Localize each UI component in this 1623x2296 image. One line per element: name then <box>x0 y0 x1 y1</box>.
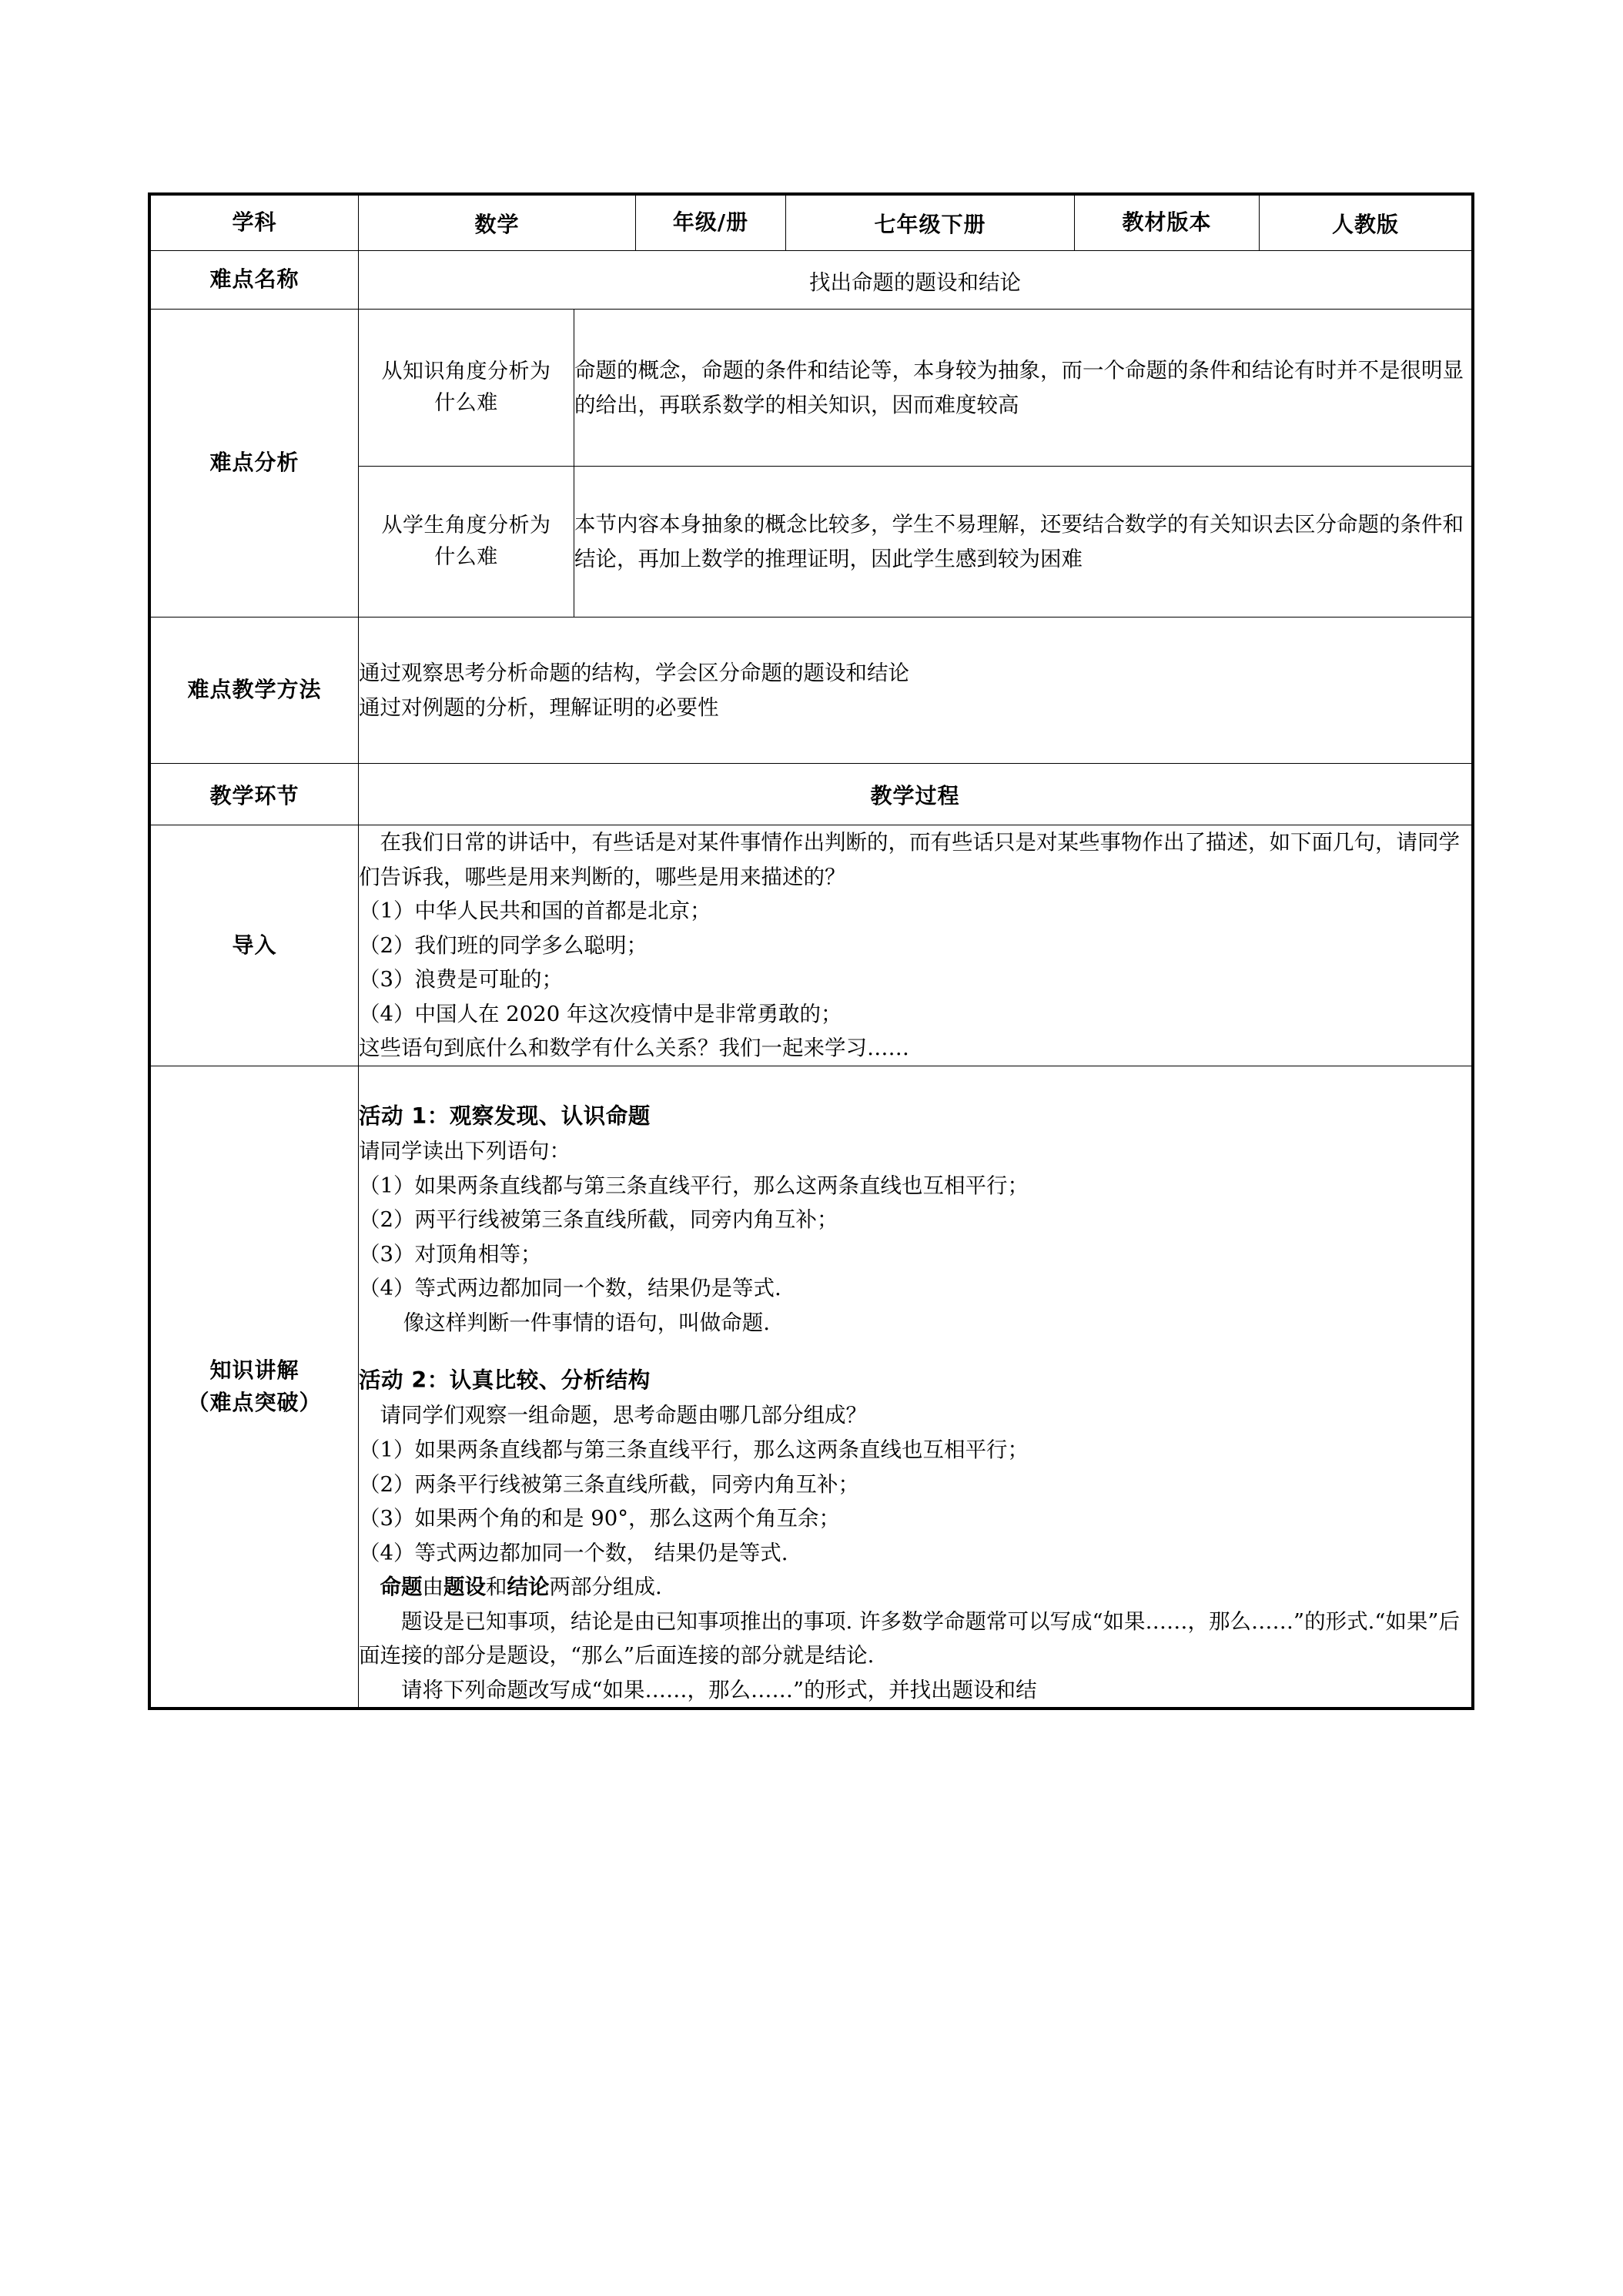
activity-gap <box>359 1340 1471 1363</box>
textbook-value: 人教版 <box>1260 196 1472 251</box>
teaching-method-line-1: 通过观察思考分析命题的结构，学会区分命题的题设和结论 <box>359 660 909 685</box>
table-row-header-info <box>151 196 1472 251</box>
teaching-stage-label: 教学环节 <box>151 764 359 825</box>
definition-explanation: 题设是已知事项，结论是由已知事项推出的事项. 许多数学命题常可以写成“如果……，那么……”的形式.“如果”后面连接的部分是题设，“那么”后面连接的部分就是结论. <box>359 1608 1460 1668</box>
teaching-method-label: 难点教学方法 <box>151 618 359 764</box>
knowledge-label-line1: 知识讲解 <box>209 1357 300 1384</box>
analysis-student-text: 本节内容本身抽象的概念比较多，学生不易理解，还要结合数学的有关知识去区分命题的条件和结论，再加上数学的推理证明，因此学生感到较为困难 <box>574 467 1472 618</box>
intro-item-3: （3）浪费是可耻的； <box>359 967 563 992</box>
activity2-title: 活动 2：认真比较、分析结构 <box>359 1367 651 1394</box>
analysis-knowledge-sublabel <box>359 310 574 467</box>
definition-conn-1: 由 <box>422 1575 443 1600</box>
activity2-prompt: 请同学们观察一组命题，思考命题由哪几部分组成？ <box>380 1403 867 1428</box>
activity2-item-3: （3）如果两个角的和是 90°，那么这两个角互余； <box>359 1506 840 1531</box>
difficulty-analysis-label: 难点分析 <box>151 310 359 618</box>
activity1-title: 活动 1：观察发现、认识命题 <box>359 1103 651 1129</box>
grade-value: 七年级下册 <box>786 196 1075 251</box>
activity1-item-4: （4）等式两边都加同一个数，结果仍是等式. <box>359 1276 781 1301</box>
difficulty-name-label: 难点名称 <box>151 251 359 310</box>
definition-term-hypothesis: 题设 <box>443 1575 486 1600</box>
subject-value: 数学 <box>359 196 636 251</box>
definition-tail: 两部分组成. <box>549 1575 662 1600</box>
knowledge-label <box>151 1066 359 1708</box>
grade-label: 年级/册 <box>636 196 786 251</box>
intro-item-1: （1）中华人民共和国的首都是北京； <box>359 899 711 924</box>
intro-item-4: （4）中国人在 2020 年这次疫情中是非常勇敢的； <box>359 1001 842 1026</box>
analysis-student-sublabel <box>359 467 574 618</box>
table-row-difficulty-name <box>151 251 1472 310</box>
intro-closing: 这些语句到底什么和数学有什么关系？我们一起来学习…… <box>359 1036 909 1061</box>
knowledge-top-gap <box>359 1066 1471 1099</box>
activity1-item-3: （3）对顶角相等； <box>359 1241 542 1267</box>
activity2-item-1: （1）如果两条直线都与第三条直线平行，那么这两条直线也互相平行； <box>359 1437 1029 1462</box>
definition-term-proposition: 命题 <box>380 1575 423 1600</box>
subject-label: 学科 <box>151 196 359 251</box>
analysis-knowledge-text: 命题的概念，命题的条件和结论等，本身较为抽象，而一个命题的条件和结论有时并不是很明显的给出，再联系数学的相关知识，因而难度较高 <box>574 310 1472 467</box>
lesson-plan-sheet <box>150 195 1471 1708</box>
table-row-process-header <box>151 764 1472 825</box>
teaching-method-line-2: 通过对例题的分析，理解证明的必要性 <box>359 694 719 720</box>
teaching-method-body <box>359 618 1472 764</box>
analysis-knowledge-sublabel-line1: 从知识角度分析为 <box>381 360 551 383</box>
intro-body <box>359 825 1472 1066</box>
activity1-prompt: 请同学读出下列语句： <box>359 1138 571 1163</box>
definition-conn-2: 和 <box>486 1575 507 1600</box>
textbook-label: 教材版本 <box>1075 196 1260 251</box>
rewrite-task: 请将下列命题改写成“如果……，那么……”的形式，并找出题设和结 <box>401 1677 1037 1702</box>
difficulty-name-value: 找出命题的题设和结论 <box>359 251 1472 310</box>
intro-paragraph: 在我们日常的讲话中，有些话是对某件事情作出判断的，而有些话只是对某些事物作出了描述，如下面几句，请同学们告诉我，哪些是用来判断的，哪些是用来描述的？ <box>359 830 1460 889</box>
table-row-knowledge <box>151 1066 1472 1708</box>
activity1-item-2: （2）两平行线被第三条直线所截，同旁内角互补； <box>359 1207 838 1233</box>
knowledge-body <box>359 1066 1472 1708</box>
teaching-process-label: 教学过程 <box>359 764 1472 825</box>
intro-label: 导入 <box>151 825 359 1066</box>
proposition-definition <box>359 1570 1471 1605</box>
analysis-knowledge-sublabel-line2: 什么难 <box>434 390 498 415</box>
table-row-analysis-knowledge <box>151 310 1472 467</box>
table-row-teaching-method <box>151 618 1472 764</box>
activity1-item-1: （1）如果两条直线都与第三条直线平行，那么这两条直线也互相平行； <box>359 1173 1029 1198</box>
lesson-plan-table <box>150 195 1472 1708</box>
activity2-item-2: （2）两条平行线被第三条直线所截，同旁内角互补； <box>359 1471 859 1497</box>
activity1-conclusion: 像这样判断一件事情的语句，叫做命题. <box>403 1310 770 1335</box>
analysis-student-sublabel-line2: 什么难 <box>434 544 498 569</box>
knowledge-label-line2: （难点突破） <box>187 1390 322 1416</box>
definition-term-conclusion: 结论 <box>507 1575 550 1600</box>
activity2-item-4: （4）等式两边都加同一个数， 结果仍是等式. <box>359 1540 788 1565</box>
table-row-intro <box>151 825 1472 1066</box>
analysis-student-sublabel-line1: 从学生角度分析为 <box>381 514 551 537</box>
intro-item-2: （2）我们班的同学多么聪明； <box>359 932 648 958</box>
